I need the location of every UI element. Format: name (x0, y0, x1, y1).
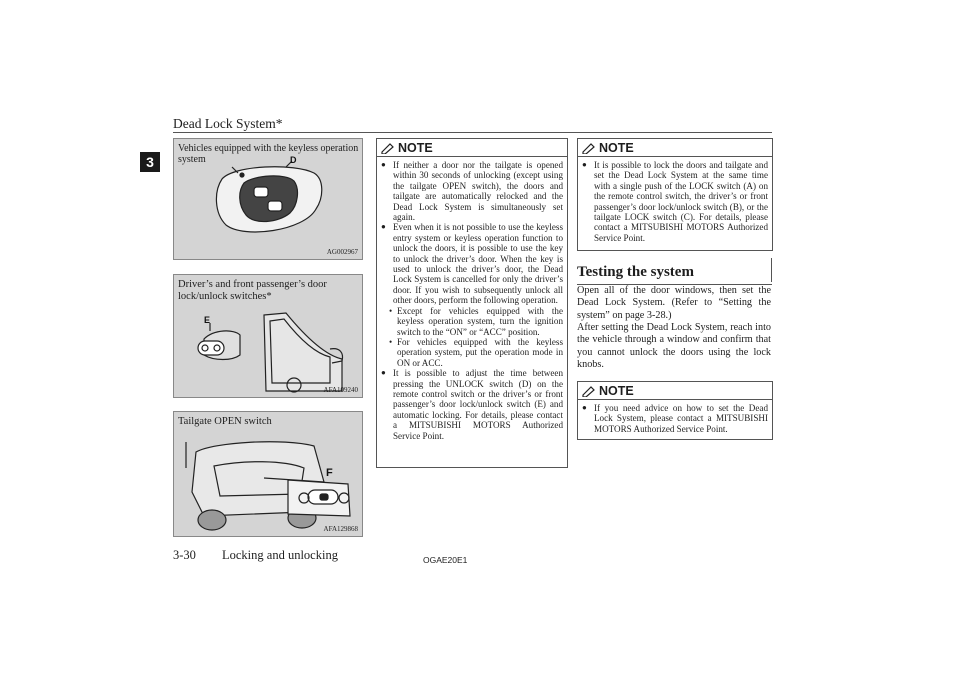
note-box-right-top (577, 138, 773, 251)
section-paragraph: Open all of the door windows, then set the Dead Lock System. (Refer to “Setting the system” on page 3-28.) (577, 285, 771, 321)
note-subbullet: • Except for vehicles equipped with the keyless operation system, turn the ignition switch to the “ON” or “ACC” position. (389, 305, 563, 337)
section-paragraph: After setting the Dead Lock System, reach into the vehicle through a window and confirm that you cannot unlock the doors using the lock knobs. (577, 322, 771, 371)
note-header (377, 139, 567, 157)
note-pencil-icon (582, 142, 596, 154)
note-body (578, 157, 772, 247)
note-header (578, 382, 772, 400)
bullet-icon: ● (381, 222, 386, 232)
tailgate-illustration (174, 412, 362, 536)
callout-e: E (204, 315, 211, 325)
callout-d: D (290, 155, 297, 165)
figure-code: AFA129868 (323, 525, 358, 533)
page-header-title: Dead Lock System* (173, 116, 283, 131)
bullet-icon: ● (582, 160, 587, 169)
note-body (578, 400, 772, 438)
footer-section-name: Locking and unlocking (222, 548, 338, 562)
figure-key-fob (173, 138, 363, 260)
footer-doc-code: OGAE20E1 (423, 555, 468, 565)
figure-code: AFA109240 (323, 386, 358, 394)
note-bullet: ● Even when it is not possible to use the keyless entry system or keyless operation function to unlock the doors, it is possible to use the key to unlock the driver’s door. When the key is used to unlock the driver’s door, the Dead Lock System is cancelled for only the driver’s door. If you wish to subsequently unlock all other doors, perform the following operation. (381, 222, 563, 306)
header-divider (173, 132, 772, 133)
footer-page-number: 3-30 (173, 548, 196, 562)
note-box-right-bottom (577, 381, 773, 440)
figure-caption: Driver’s and front passenger’s door lock/unlock switches* (178, 279, 327, 302)
note-pencil-icon (582, 385, 596, 397)
figure-caption: Tailgate OPEN switch (178, 416, 272, 427)
note-heading: NOTE (398, 140, 433, 155)
chapter-tab: 3 (140, 152, 160, 172)
figure-code: AG002967 (326, 248, 358, 256)
note-box-main (376, 138, 568, 468)
figure-tailgate-switch (173, 411, 363, 537)
note-bullet: ● It is possible to lock the doors and tailgate and set the Dead Lock System at the same time with a single push of the LOCK switch (A) on the remote control switch, the driver’s or front passenger’s door lock/unlock switch (B), or the tailgate LOCK switch (C). For details, please contact a MITSUBISHI MOTORS Authorized Service Point. (582, 160, 768, 243)
note-heading: NOTE (599, 140, 634, 155)
section-title: Testing the system (577, 264, 772, 285)
note-bullet: ● It is possible to adjust the time between pressing the UNLOCK switch (D) on the remote control switch or the driver’s or front passenger’s door lock/unlock switch (E) and automatic locking. For details, please contact a MITSUBISHI MOTORS Authorized Service Point. (381, 368, 563, 441)
bullet-icon: ● (582, 403, 587, 412)
callout-f: F (326, 467, 333, 479)
note-body (377, 157, 567, 445)
figure-door-switch (173, 274, 363, 398)
bullet-icon: ● (381, 368, 386, 378)
note-heading: NOTE (599, 383, 634, 398)
figure-caption: Vehicles equipped with the keyless operation system (178, 143, 359, 165)
note-pencil-icon (381, 142, 395, 154)
note-header (578, 139, 772, 157)
note-bullet: ● If neither a door nor the tailgate is opened within 30 seconds of unlocking (except using the tailgate OPEN switch), the doors and tailgate are automatically relocked and the Dead Lock System is simultaneously set again. (381, 160, 563, 223)
note-bullet: ● If you need advice on how to set the Dead Lock System, please contact a MITSUBISHI MOTORS Authorized Service Point. (582, 403, 768, 434)
note-subbullet: • For vehicles equipped with the keyless operation system, put the operation mode in ON or ACC. (389, 336, 563, 368)
bullet-icon: ● (381, 160, 386, 169)
section-title-rule (771, 258, 772, 282)
